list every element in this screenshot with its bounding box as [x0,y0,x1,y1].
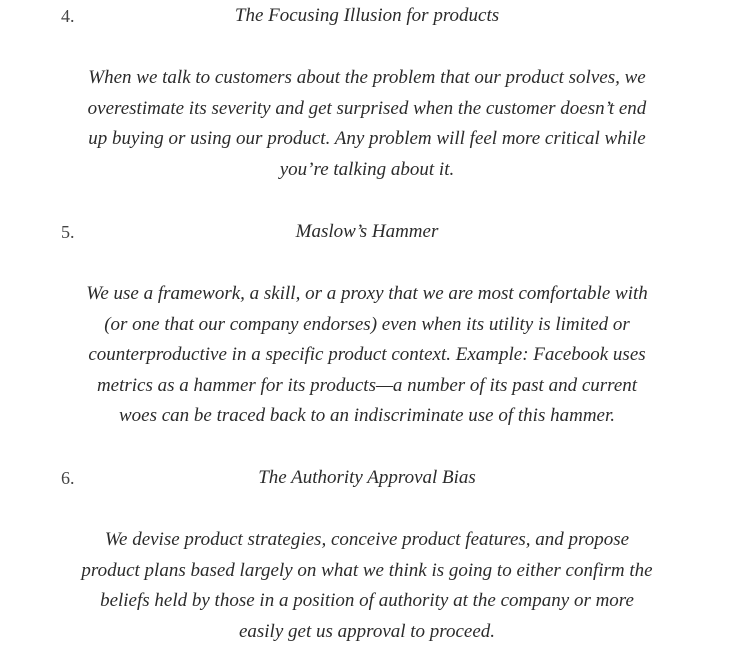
item-title: Maslow’s Hammer [295,221,439,242]
item-title: The Authority Approval Bias [258,467,476,488]
item-body: We devise product strategies, conceive product features, and propose product plans based largely on what we think is going to either confirm the beliefs held by those in a position of authority at the company or more easily get us approval to proceed. [81,529,653,642]
list-number: 5. [61,222,75,242]
item-body: When we talk to customers about the problem that our product solves, we overestimate its severity and get surprised when the customer doesn’t end up buying or using our product. Any problem will feel more critical while you’re talking about it. [87,67,647,180]
item-title: The Focusing Illusion for products [234,5,500,26]
item-body: We use a framework, a skill, or a proxy that we are most comfortable with (or one that our company endorses) even when its utility is limited or counterproductive in a specific product context. Example: Facebook uses metrics as a hammer for its products—a number of its past and current woes can be traced back to an indiscriminate use of this hammer. [86,283,648,427]
list-number: 4. [61,6,75,26]
list-number: 6. [61,468,75,488]
